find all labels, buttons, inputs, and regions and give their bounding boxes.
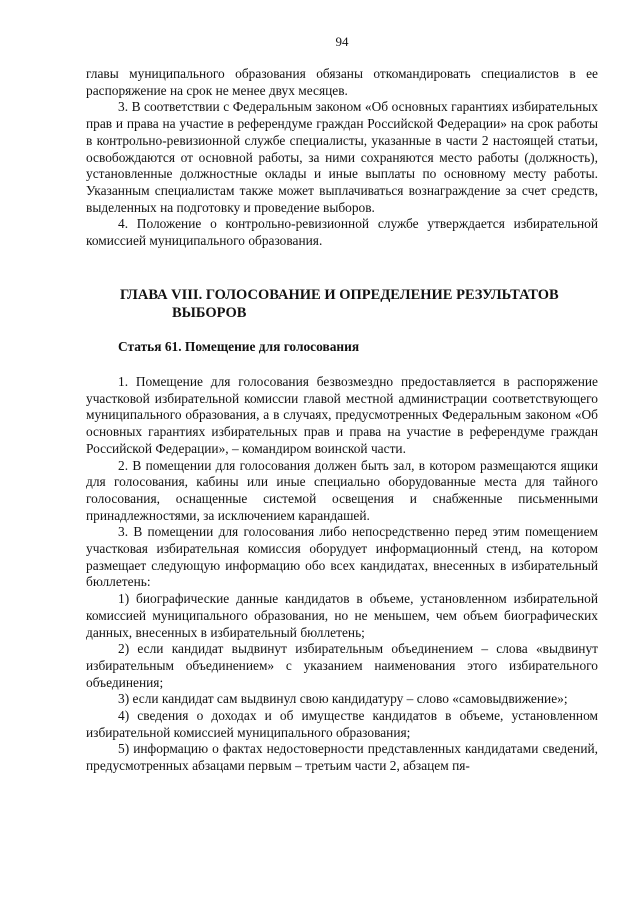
- list-item: 5) информацию о фактах недостоверности представленных кандидатами сведений, предусмотренных абзацами первым – третьим части 2, абзацем пя-: [86, 741, 598, 774]
- list-item: 4) сведения о доходах и об имуществе кандидатов в объеме, установленном избирательной комиссией муниципального образования;: [86, 708, 598, 740]
- chapter-title-line1: ГЛАВА VIII. ГОЛОСОВАНИЕ И ОПРЕДЕЛЕНИЕ РЕЗУЛЬТАТОВ: [120, 287, 559, 303]
- list-item: 3) если кандидат сам выдвинул свою кандидатуру – слово «самовыдвижение»;: [118, 691, 568, 707]
- paragraph: 3. В соответствии с Федеральным законом «Об основных гарантиях избирательных прав и права на участие в референдуме граждан Российской Федерации» на срок работы в контрольно-ревизионной службе специалисты, указанные в части 2 настоящей статьи, освобождаются от основной работы, за ними сохраняются место работы (должность), установленные должностные оклады и иные выплаты по основному месту работы. Указанным специалистам также может выплачиваться вознаграждение за счет средств, выделенных на подготовку и проведение выборов.: [86, 99, 598, 215]
- chapter-title-line2: ВЫБОРОВ: [172, 305, 247, 321]
- article-text-block: [86, 374, 598, 775]
- paragraph: главы муниципального образования обязаны откомандировать специалистов в ее распоряжение на срок не менее двух месяцев.: [86, 66, 598, 98]
- paragraph: 4. Положение о контрольно-ревизионной службе утверждается избирательной комиссией муниципального образования.: [86, 216, 598, 249]
- paragraph: 1. Помещение для голосования безвозмездно предоставляется в распоряжение участковой избирательной комиссии главой местной администрации соответствующего муниципального образования, а в случаях, предусмотренных Федеральным законом «Об основных гарантиях избирательных прав и права на участие в референдуме граждан Российской Федерации», – командиром воинской части.: [86, 374, 598, 456]
- list-item: 1) биографические данные кандидатов в объеме, установленном избирательной комиссией муниципального образования, но не меньшем, чем объем биографических данных, внесенных в избирательный бюллетень;: [86, 591, 598, 640]
- page-number: 94: [335, 34, 349, 49]
- paragraph: 2. В помещении для голосования должен быть зал, в котором размещаются ящики для голосования, кабины или иные специально оборудованные места для тайного голосования, оснащенные системой освещения и снабженные письменными принадлежностями, за исключением карандашей.: [86, 457, 598, 523]
- top-text-block: [86, 66, 598, 250]
- paragraph: 3. В помещении для голосования либо непосредственно перед этим помещением участковая избирательная комиссия оборудует информационный стенд, на котором размещает следующую информацию обо всех кандидатах, внесенных в избирательный бюллетень:: [86, 524, 598, 590]
- list-item: 2) если кандидат выдвинут избирательным объединением – слова «выдвинут избирательным объединением» с указанием наименования этого избирательного объединения;: [86, 641, 598, 690]
- chapter-title: [120, 286, 590, 322]
- article-title: Статья 61. Помещение для голосования: [118, 339, 360, 354]
